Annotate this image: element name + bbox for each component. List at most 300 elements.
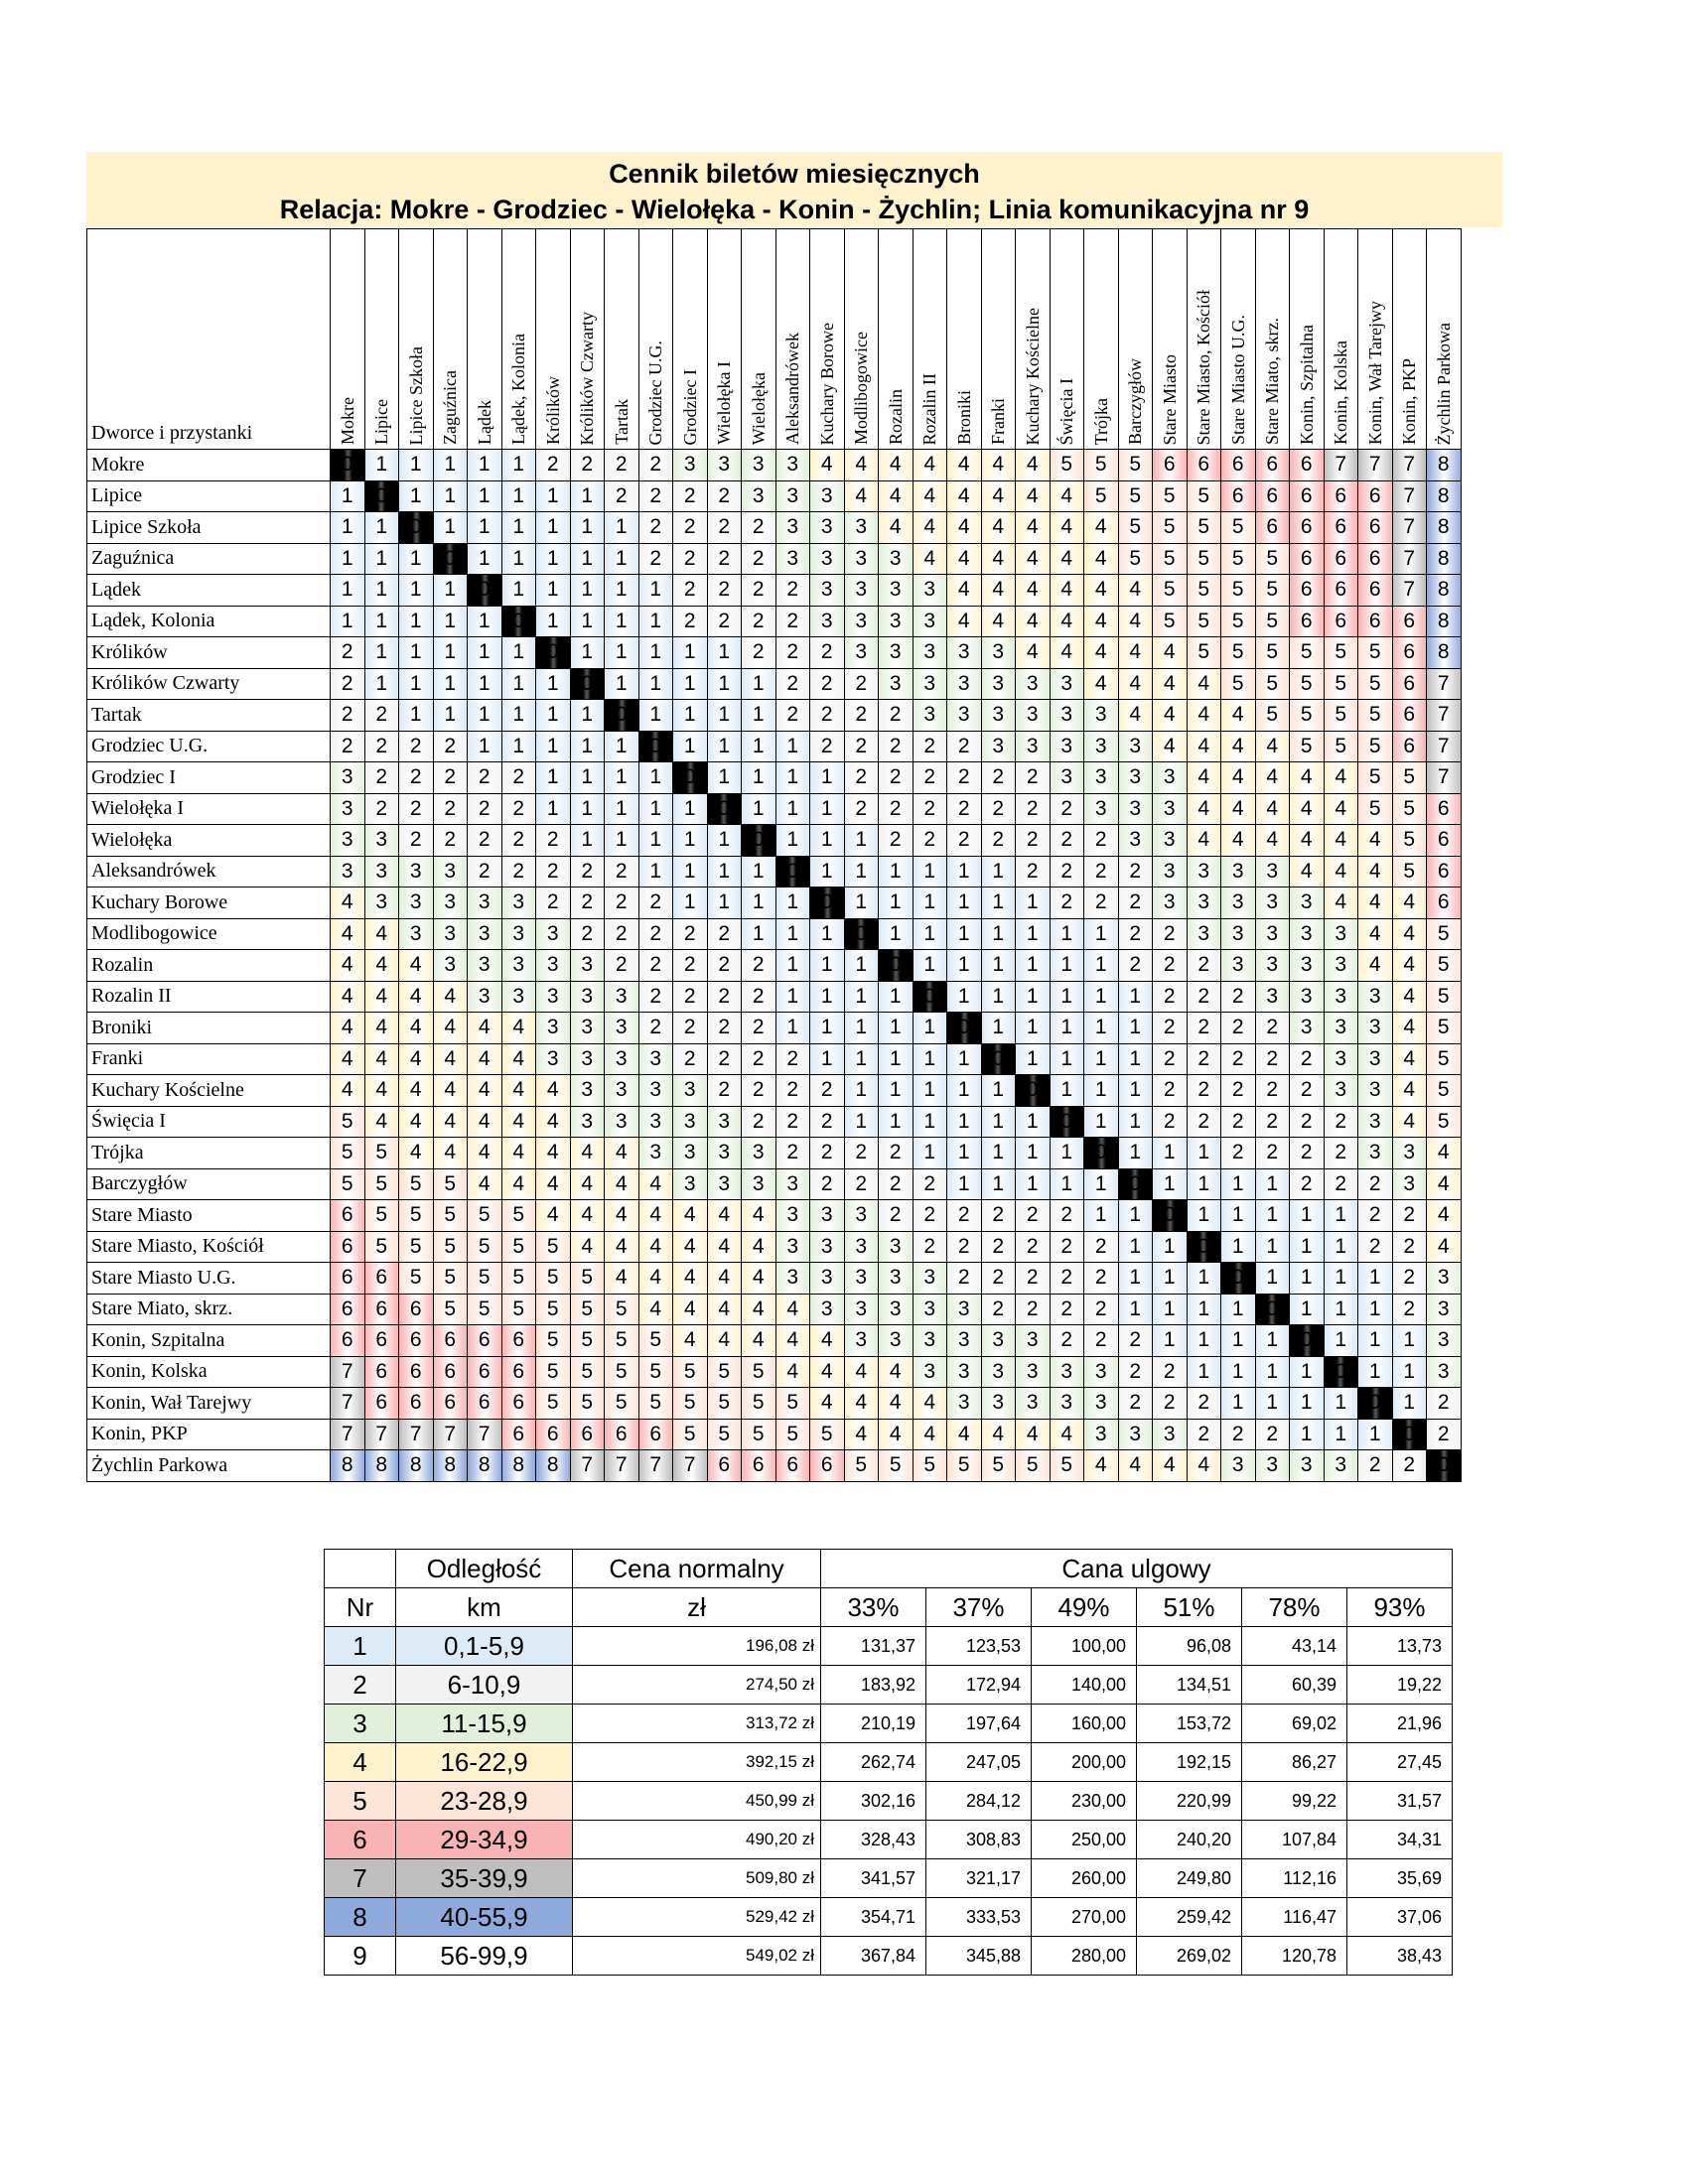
zone-cell: 2 bbox=[981, 1231, 1016, 1263]
zone-cell: 5 bbox=[1153, 512, 1188, 544]
discount-price: 99,22 bbox=[1242, 1782, 1347, 1821]
zone-cell: 5 bbox=[1118, 480, 1153, 512]
zone-cell: 2 bbox=[468, 762, 502, 794]
zone-cell: 5 bbox=[570, 1294, 605, 1325]
zone-cell: 1 bbox=[570, 731, 605, 762]
zone-cell: 5 bbox=[1290, 700, 1325, 732]
zone-cell: 3 bbox=[913, 606, 947, 637]
zone-cell: 3 bbox=[810, 1231, 845, 1263]
column-header bbox=[638, 229, 673, 450]
zone-cell: 1 bbox=[879, 918, 914, 950]
zone-cell: 1 bbox=[981, 856, 1016, 887]
zone-cell: 3 bbox=[1084, 700, 1119, 732]
zone-cell: 1 bbox=[638, 668, 673, 700]
zone-cell: 3 bbox=[570, 981, 605, 1013]
zone-cell: 7 bbox=[638, 1450, 673, 1482]
zone-cell: 1 bbox=[570, 637, 605, 669]
matrix-row bbox=[87, 450, 1462, 481]
zone-cell: 2 bbox=[1290, 1168, 1325, 1200]
stop-name: Barczygłów bbox=[87, 1168, 331, 1200]
zone-cell: 1 bbox=[331, 480, 365, 512]
zone-cell: 8 bbox=[1427, 637, 1462, 669]
zone-cell: 4 bbox=[570, 1200, 605, 1232]
zone-cell: 4 bbox=[844, 480, 879, 512]
zone-cell: 1 bbox=[947, 1043, 982, 1075]
zone-cell: 4 bbox=[1118, 637, 1153, 669]
column-header bbox=[707, 229, 742, 450]
zone-cell: 3 bbox=[1290, 887, 1325, 919]
zone-cell: 4 bbox=[707, 1231, 742, 1263]
zone-cell: 1 bbox=[1050, 1138, 1084, 1169]
zone-cell: 2 bbox=[570, 450, 605, 481]
zone-cell: 4 bbox=[981, 512, 1016, 544]
zone-cell: 5 bbox=[879, 1450, 914, 1482]
zone-cell: 1 bbox=[707, 731, 742, 762]
header-discount: 78% bbox=[1242, 1588, 1347, 1627]
zone-cell: 2 bbox=[810, 1138, 845, 1169]
zone-number: 1 bbox=[325, 1627, 396, 1666]
zone-cell: 3 bbox=[981, 668, 1016, 700]
zone-cell: 3 bbox=[433, 918, 468, 950]
zone-cell: 0 bbox=[1084, 1138, 1119, 1169]
zone-cell: 6 bbox=[536, 1419, 571, 1450]
zone-cell: 2 bbox=[570, 856, 605, 887]
zone-cell: 2 bbox=[673, 918, 708, 950]
zone-cell: 2 bbox=[947, 1200, 982, 1232]
zone-cell: 4 bbox=[947, 450, 982, 481]
zone-cell: 1 bbox=[536, 700, 571, 732]
column-header bbox=[1016, 229, 1051, 450]
zone-cell: 4 bbox=[1392, 1013, 1427, 1044]
zone-cell: 1 bbox=[1118, 981, 1153, 1013]
zone-cell: 5 bbox=[605, 1356, 639, 1388]
zone-distance: 56-99,9 bbox=[396, 1937, 573, 1976]
zone-cell: 4 bbox=[1358, 950, 1393, 982]
zone-cell: 2 bbox=[913, 1168, 947, 1200]
matrix-row bbox=[87, 668, 1462, 700]
zone-cell: 4 bbox=[947, 606, 982, 637]
zone-cell: 1 bbox=[1290, 1200, 1325, 1232]
zone-cell: 5 bbox=[1221, 637, 1256, 669]
column-header-label: Stare Miasto, Kościół bbox=[1194, 289, 1214, 445]
matrix-row bbox=[87, 825, 1462, 857]
zone-cell: 4 bbox=[468, 1075, 502, 1107]
zone-cell: 1 bbox=[364, 512, 399, 544]
zone-cell: 4 bbox=[844, 1388, 879, 1420]
column-header bbox=[501, 229, 536, 450]
zone-cell: 1 bbox=[742, 762, 776, 794]
zone-cell: 3 bbox=[947, 668, 982, 700]
matrix-row bbox=[87, 1388, 1462, 1420]
column-header-label: Lądek bbox=[474, 400, 494, 445]
zone-cell: 3 bbox=[844, 512, 879, 544]
zone-cell: 4 bbox=[1324, 762, 1358, 794]
zone-cell: 5 bbox=[1255, 606, 1290, 637]
zone-cell: 2 bbox=[1255, 1419, 1290, 1450]
zone-cell: 6 bbox=[1392, 606, 1427, 637]
zone-cell: 2 bbox=[1255, 1106, 1290, 1138]
zone-cell: 3 bbox=[673, 1138, 708, 1169]
zone-cell: 1 bbox=[468, 450, 502, 481]
zone-cell: 2 bbox=[1358, 1200, 1393, 1232]
zone-cell: 2 bbox=[673, 512, 708, 544]
zone-cell: 5 bbox=[1153, 575, 1188, 607]
zone-cell: 1 bbox=[501, 450, 536, 481]
zone-cell: 4 bbox=[468, 1043, 502, 1075]
zone-cell: 5 bbox=[433, 1263, 468, 1295]
column-header bbox=[1221, 229, 1256, 450]
zone-cell: 1 bbox=[1221, 1388, 1256, 1420]
discount-price: 37,06 bbox=[1347, 1898, 1453, 1937]
zone-cell: 6 bbox=[1221, 450, 1256, 481]
header-blank bbox=[325, 1550, 396, 1588]
matrix-row bbox=[87, 1325, 1462, 1357]
zone-cell: 1 bbox=[1358, 1325, 1393, 1357]
zone-cell: 1 bbox=[673, 887, 708, 919]
zone-cell: 4 bbox=[605, 1168, 639, 1200]
zone-cell: 4 bbox=[433, 1043, 468, 1075]
zone-cell: 3 bbox=[810, 1294, 845, 1325]
zone-cell: 1 bbox=[1324, 1325, 1358, 1357]
price-header-row-2 bbox=[325, 1588, 1453, 1627]
zone-cell: 4 bbox=[399, 1106, 434, 1138]
zone-cell: 4 bbox=[879, 1419, 914, 1450]
zone-cell: 1 bbox=[1050, 1075, 1084, 1107]
discount-price: 230,00 bbox=[1032, 1782, 1137, 1821]
zone-cell: 2 bbox=[331, 700, 365, 732]
zone-cell: 4 bbox=[1016, 543, 1051, 575]
column-header-label: Królików bbox=[542, 376, 563, 445]
zone-cell: 5 bbox=[536, 1356, 571, 1388]
zone-cell: 3 bbox=[1084, 731, 1119, 762]
zone-cell: 4 bbox=[1324, 793, 1358, 825]
zone-cell: 3 bbox=[1324, 1075, 1358, 1107]
stop-name: Trójka bbox=[87, 1138, 331, 1169]
zone-cell: 5 bbox=[1187, 575, 1221, 607]
zone-cell: 2 bbox=[638, 450, 673, 481]
zone-cell: 5 bbox=[742, 1356, 776, 1388]
zone-cell: 2 bbox=[673, 480, 708, 512]
zone-cell: 5 bbox=[1221, 668, 1256, 700]
zone-cell: 2 bbox=[1187, 1075, 1221, 1107]
zone-cell: 1 bbox=[913, 887, 947, 919]
zone-cell: 3 bbox=[399, 918, 434, 950]
zone-cell: 6 bbox=[433, 1388, 468, 1420]
zone-cell: 4 bbox=[1153, 731, 1188, 762]
zone-cell: 5 bbox=[1427, 1043, 1462, 1075]
zone-cell: 1 bbox=[1187, 1263, 1221, 1295]
zone-cell: 4 bbox=[1290, 762, 1325, 794]
zone-cell: 5 bbox=[570, 1388, 605, 1420]
zone-cell: 4 bbox=[981, 480, 1016, 512]
zone-cell: 5 bbox=[1187, 512, 1221, 544]
zone-cell: 3 bbox=[913, 1356, 947, 1388]
zone-cell: 2 bbox=[981, 762, 1016, 794]
zone-cell: 2 bbox=[1118, 1325, 1153, 1357]
zone-cell: 1 bbox=[638, 637, 673, 669]
zone-cell: 5 bbox=[1187, 543, 1221, 575]
zone-cell: 2 bbox=[1221, 1419, 1256, 1450]
zone-cell: 4 bbox=[981, 575, 1016, 607]
zone-cell: 3 bbox=[1290, 1013, 1325, 1044]
zone-cell: 4 bbox=[810, 1356, 845, 1388]
zone-cell: 4 bbox=[364, 981, 399, 1013]
zone-cell: 3 bbox=[913, 668, 947, 700]
zone-cell: 1 bbox=[1392, 1325, 1427, 1357]
zone-cell: 1 bbox=[1324, 1231, 1358, 1263]
zone-cell: 4 bbox=[1324, 825, 1358, 857]
zone-cell: 1 bbox=[536, 731, 571, 762]
zone-cell: 3 bbox=[775, 1231, 810, 1263]
matrix-row bbox=[87, 1043, 1462, 1075]
zone-cell: 1 bbox=[1187, 1168, 1221, 1200]
zone-cell: 2 bbox=[1427, 1388, 1462, 1420]
zone-cell: 2 bbox=[536, 450, 571, 481]
zone-cell: 2 bbox=[638, 918, 673, 950]
zone-cell: 4 bbox=[1255, 825, 1290, 857]
zone-cell: 0 bbox=[707, 793, 742, 825]
zone-number: 5 bbox=[325, 1782, 396, 1821]
zone-cell: 2 bbox=[570, 887, 605, 919]
zone-cell: 0 bbox=[364, 480, 399, 512]
zone-cell: 2 bbox=[810, 1075, 845, 1107]
zone-cell: 0 bbox=[1255, 1294, 1290, 1325]
zone-cell: 3 bbox=[536, 950, 571, 982]
price-row bbox=[325, 1782, 1453, 1821]
zone-cell: 5 bbox=[331, 1138, 365, 1169]
zone-cell: 4 bbox=[1050, 575, 1084, 607]
zone-cell: 1 bbox=[399, 543, 434, 575]
zone-cell: 4 bbox=[433, 1075, 468, 1107]
zone-cell: 3 bbox=[981, 700, 1016, 732]
zone-cell: 6 bbox=[1427, 856, 1462, 887]
zone-cell: 1 bbox=[707, 668, 742, 700]
zone-cell: 0 bbox=[1050, 1106, 1084, 1138]
zone-cell: 5 bbox=[570, 1356, 605, 1388]
zone-cell: 4 bbox=[1016, 512, 1051, 544]
zone-cell: 2 bbox=[638, 950, 673, 982]
zone-cell: 1 bbox=[1187, 1294, 1221, 1325]
zone-cell: 1 bbox=[742, 731, 776, 762]
zone-cell: 4 bbox=[913, 512, 947, 544]
zone-cell: 4 bbox=[331, 981, 365, 1013]
column-header-label: Lądek, Kolonia bbox=[508, 334, 529, 445]
zone-cell: 5 bbox=[399, 1231, 434, 1263]
zone-cell: 2 bbox=[947, 762, 982, 794]
zone-cell: 3 bbox=[331, 856, 365, 887]
zone-cell: 3 bbox=[605, 1075, 639, 1107]
zone-cell: 3 bbox=[879, 1231, 914, 1263]
zone-cell: 4 bbox=[399, 1013, 434, 1044]
zone-cell: 4 bbox=[1050, 512, 1084, 544]
zone-cell: 1 bbox=[879, 1043, 914, 1075]
stop-name: Broniki bbox=[87, 1013, 331, 1044]
zone-cell: 3 bbox=[1358, 1075, 1393, 1107]
zone-cell: 5 bbox=[1084, 480, 1119, 512]
zone-cell: 2 bbox=[707, 950, 742, 982]
zone-cell: 1 bbox=[605, 637, 639, 669]
zone-cell: 3 bbox=[1358, 1043, 1393, 1075]
zone-cell: 1 bbox=[536, 512, 571, 544]
zone-cell: 3 bbox=[673, 1075, 708, 1107]
zone-cell: 3 bbox=[1221, 856, 1256, 887]
zone-cell: 6 bbox=[1427, 825, 1462, 857]
zone-cell: 4 bbox=[1221, 731, 1256, 762]
zone-cell: 1 bbox=[1050, 1168, 1084, 1200]
stop-name: Królików bbox=[87, 637, 331, 669]
zone-cell: 1 bbox=[1324, 1200, 1358, 1232]
discount-price: 354,71 bbox=[821, 1898, 926, 1937]
zone-cell: 6 bbox=[1187, 450, 1221, 481]
zone-cell: 1 bbox=[1221, 1294, 1256, 1325]
zone-cell: 3 bbox=[1084, 762, 1119, 794]
matrix-row bbox=[87, 1168, 1462, 1200]
zone-cell: 2 bbox=[1392, 1263, 1427, 1295]
discount-price: 112,16 bbox=[1242, 1859, 1347, 1898]
zone-cell: 3 bbox=[605, 1106, 639, 1138]
zone-cell: 3 bbox=[947, 700, 982, 732]
zone-cell: 2 bbox=[981, 825, 1016, 857]
price-row bbox=[325, 1627, 1453, 1666]
zone-cell: 3 bbox=[1016, 731, 1051, 762]
zone-cell: 2 bbox=[1324, 1138, 1358, 1169]
zone-cell: 4 bbox=[399, 1075, 434, 1107]
zone-cell: 2 bbox=[1358, 1231, 1393, 1263]
zone-cell: 1 bbox=[1255, 1325, 1290, 1357]
zone-cell: 1 bbox=[810, 918, 845, 950]
zone-cell: 4 bbox=[879, 480, 914, 512]
zone-cell: 3 bbox=[638, 1075, 673, 1107]
zone-cell: 2 bbox=[605, 856, 639, 887]
zone-cell: 4 bbox=[742, 1231, 776, 1263]
column-header-label: Wielołęka I bbox=[714, 361, 735, 445]
zone-cell: 4 bbox=[364, 1043, 399, 1075]
zone-cell: 2 bbox=[673, 1043, 708, 1075]
discount-price: 160,00 bbox=[1032, 1705, 1137, 1743]
normal-price: 490,20 zł bbox=[573, 1821, 821, 1859]
zone-cell: 2 bbox=[1050, 793, 1084, 825]
zone-cell: 1 bbox=[536, 606, 571, 637]
zone-cell: 2 bbox=[399, 793, 434, 825]
zone-cell: 1 bbox=[810, 825, 845, 857]
zone-cell: 3 bbox=[331, 762, 365, 794]
column-header-label: Franki bbox=[988, 398, 1009, 445]
zone-cell: 6 bbox=[1324, 480, 1358, 512]
zone-cell: 1 bbox=[1084, 1013, 1119, 1044]
zone-cell: 4 bbox=[536, 1200, 571, 1232]
zone-cell: 4 bbox=[913, 1388, 947, 1420]
zone-cell: 1 bbox=[981, 1138, 1016, 1169]
discount-price: 131,37 bbox=[821, 1627, 926, 1666]
zone-cell: 1 bbox=[433, 637, 468, 669]
zone-cell: 2 bbox=[707, 981, 742, 1013]
zone-cell: 4 bbox=[1084, 512, 1119, 544]
zone-cell: 5 bbox=[742, 1388, 776, 1420]
zone-cell: 4 bbox=[1050, 637, 1084, 669]
zone-cell: 4 bbox=[1050, 480, 1084, 512]
zone-cell: 5 bbox=[1255, 543, 1290, 575]
zone-cell: 1 bbox=[673, 700, 708, 732]
zone-cell: 3 bbox=[536, 1043, 571, 1075]
zone-cell: 1 bbox=[605, 575, 639, 607]
stop-name: Święcia I bbox=[87, 1106, 331, 1138]
column-header bbox=[1153, 229, 1188, 450]
zone-cell: 7 bbox=[673, 1450, 708, 1482]
zone-cell: 5 bbox=[707, 1356, 742, 1388]
zone-cell: 4 bbox=[673, 1294, 708, 1325]
zone-cell: 1 bbox=[433, 480, 468, 512]
zone-cell: 4 bbox=[1153, 1450, 1188, 1482]
zone-cell: 5 bbox=[501, 1294, 536, 1325]
zone-cell: 1 bbox=[364, 450, 399, 481]
zone-cell: 2 bbox=[1016, 793, 1051, 825]
zone-cell: 2 bbox=[364, 700, 399, 732]
zone-cell: 4 bbox=[1153, 637, 1188, 669]
zone-cell: 4 bbox=[913, 543, 947, 575]
zone-cell: 1 bbox=[1153, 1168, 1188, 1200]
zone-cell: 4 bbox=[981, 543, 1016, 575]
zone-cell: 1 bbox=[1118, 1106, 1153, 1138]
zone-cell: 3 bbox=[1084, 793, 1119, 825]
zone-cell: 1 bbox=[947, 950, 982, 982]
zone-cell: 4 bbox=[1050, 1419, 1084, 1450]
zone-cell: 0 bbox=[879, 950, 914, 982]
zone-cell: 3 bbox=[879, 1325, 914, 1357]
discount-price: 172,94 bbox=[926, 1666, 1032, 1705]
header-discount: 93% bbox=[1347, 1588, 1453, 1627]
zone-cell: 1 bbox=[707, 825, 742, 857]
zone-cell: 0 bbox=[1187, 1231, 1221, 1263]
column-header-label: Grodziec U.G. bbox=[645, 340, 666, 445]
zone-cell: 3 bbox=[947, 1356, 982, 1388]
zone-cell: 1 bbox=[605, 731, 639, 762]
zone-cell: 2 bbox=[433, 825, 468, 857]
column-header-label: Barczygłów bbox=[1125, 358, 1146, 445]
zone-distance: 23-28,9 bbox=[396, 1782, 573, 1821]
zone-cell: 3 bbox=[605, 981, 639, 1013]
zone-cell: 3 bbox=[844, 1325, 879, 1357]
zone-cell: 1 bbox=[1016, 1168, 1051, 1200]
zone-cell: 3 bbox=[1084, 1356, 1119, 1388]
zone-cell: 6 bbox=[364, 1388, 399, 1420]
zone-cell: 6 bbox=[1427, 887, 1462, 919]
zone-cell: 2 bbox=[1221, 981, 1256, 1013]
zone-cell: 6 bbox=[1290, 543, 1325, 575]
discount-price: 280,00 bbox=[1032, 1937, 1137, 1976]
zone-cell: 5 bbox=[707, 1419, 742, 1450]
zone-cell: 4 bbox=[536, 1138, 571, 1169]
discount-price: 210,19 bbox=[821, 1705, 926, 1743]
discount-price: 262,74 bbox=[821, 1743, 926, 1782]
zone-cell: 0 bbox=[1392, 1419, 1427, 1450]
zone-cell: 3 bbox=[844, 606, 879, 637]
zone-cell: 1 bbox=[331, 543, 365, 575]
zone-cell: 1 bbox=[775, 950, 810, 982]
zone-cell: 2 bbox=[1221, 1013, 1256, 1044]
zone-cell: 1 bbox=[570, 575, 605, 607]
zone-cell: 0 bbox=[1153, 1200, 1188, 1232]
zone-cell: 2 bbox=[1153, 950, 1188, 982]
zone-cell: 5 bbox=[399, 1263, 434, 1295]
zone-cell: 5 bbox=[1358, 637, 1393, 669]
normal-price: 529,42 zł bbox=[573, 1898, 821, 1937]
zone-cell: 1 bbox=[605, 543, 639, 575]
zone-cell: 3 bbox=[810, 1200, 845, 1232]
column-header bbox=[844, 229, 879, 450]
zone-cell: 2 bbox=[1050, 1294, 1084, 1325]
zone-cell: 1 bbox=[742, 700, 776, 732]
zone-cell: 1 bbox=[1016, 887, 1051, 919]
